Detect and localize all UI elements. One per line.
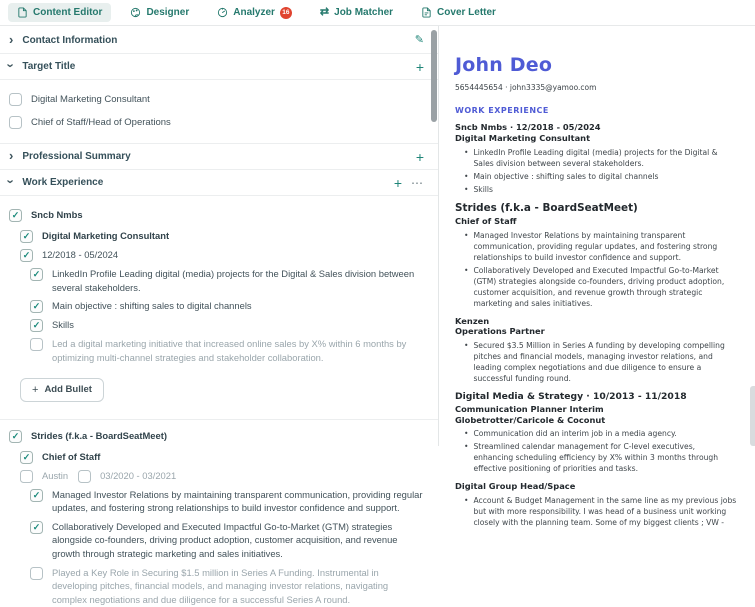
- entry-heading: Sncb Nmbs · 12/2018 - 05/2024: [455, 122, 601, 132]
- section-label: Professional Summary: [22, 151, 131, 162]
- checkbox[interactable]: [9, 116, 22, 129]
- experience-row: [0, 450, 424, 464]
- experience-item: [20, 450, 100, 464]
- entry-text: Strides (f.k.a - BoardSeatMeet): [31, 429, 167, 441]
- check-icon: ✓: [32, 521, 41, 532]
- bullet-item: [455, 428, 737, 439]
- gauge-icon: [217, 7, 228, 18]
- preview-panel: [438, 26, 755, 528]
- section-label: Target Title: [22, 61, 76, 72]
- section-work-experience[interactable]: [0, 170, 438, 195]
- checkbox[interactable]: [20, 230, 33, 243]
- document-icon: [17, 7, 28, 18]
- option-label: Digital Marketing Consultant: [31, 94, 150, 105]
- experience-row: [0, 229, 424, 243]
- checkbox[interactable]: [30, 338, 43, 351]
- checkbox[interactable]: [20, 451, 33, 464]
- experience-item: [30, 267, 424, 294]
- more-options-icon[interactable]: ⋯: [411, 175, 424, 190]
- entry-text: Digital Marketing Consultant: [42, 230, 170, 241]
- section-label: Contact Information: [22, 35, 118, 46]
- check-icon: ✓: [22, 250, 31, 260]
- target-title-option: [9, 93, 438, 106]
- swap-arrows-icon: ⇄: [319, 6, 330, 18]
- bullet-marker-icon: •: [464, 496, 469, 506]
- experience-blocks: [0, 196, 438, 607]
- experience-item: [20, 469, 68, 483]
- target-title-list: [0, 80, 438, 143]
- entry-text: Led a digital marketing initiative that increased online sales by X% within 6 months by optimizing multi-channel strategies and stakeholder collaboration.: [52, 338, 407, 363]
- entry-heading: Digital Media & Strategy · 10/2013 - 11/2018: [455, 391, 687, 403]
- entry-text: Sncb Nmbs: [31, 209, 83, 220]
- entry-text: Played a Key Role in Securing $1.5 million in Series A Funding. Instrumental in developing pitches, financial models, and managing investor relations, navigating complex negotiations and due diligence for a successful Series A round.: [52, 566, 389, 605]
- preview-scrollbar-thumb[interactable]: [750, 386, 755, 446]
- bullet-text: Collaboratively Developed and Executed Impactful Go-to-Market (GTM) strategies alongside co-founders, driving product adoption, customer acquisition, and revenue growth through strategic marketing and sales initiatives.: [473, 265, 725, 308]
- entry-bullets: [455, 340, 737, 384]
- tab-label: Cover Letter: [437, 7, 496, 18]
- check-icon: ✓: [22, 451, 31, 462]
- tab-cover-letter[interactable]: [412, 3, 505, 22]
- resume-entry: [455, 391, 737, 474]
- checkbox[interactable]: [30, 521, 43, 534]
- experience-row: [0, 299, 424, 313]
- letter-icon: [421, 7, 432, 18]
- bullet-text: Secured $3.5 Million in Series A funding by developing compelling pitches and financial models, managing investor relations, and leading complex negotiations and due diligence to ensure a successful funding round.: [473, 341, 725, 384]
- bullet-item: [455, 171, 737, 182]
- tab-designer[interactable]: [121, 3, 198, 22]
- resume-entry: [455, 481, 737, 528]
- entry-heading: Communication Planner Interim: [455, 403, 604, 414]
- entry-text: Main objective : shifting sales to digital channels: [52, 300, 252, 312]
- plus-icon: +: [32, 383, 39, 396]
- entry-bullets: [455, 147, 737, 195]
- add-bullet-label: Add Bullet: [44, 384, 92, 395]
- experience-item: [9, 208, 83, 222]
- bullet-text: Main objective : shifting sales to digital channels: [473, 171, 659, 181]
- tab-label: Designer: [146, 7, 190, 18]
- bullet-text: Skills: [473, 184, 493, 194]
- experience-item: [30, 520, 424, 561]
- bullet-item: [455, 495, 737, 528]
- entry-text: LinkedIn Profile Leading digital (media) projects for the Digital & Sales division between several stakeholders.: [52, 268, 415, 293]
- section-professional-summary[interactable]: [0, 144, 438, 169]
- bullet-item: [455, 147, 737, 169]
- add-summary-icon[interactable]: +: [415, 148, 424, 165]
- experience-row: [0, 208, 424, 222]
- experience-item: [30, 488, 424, 515]
- entry-heading: Chief of Staff: [455, 215, 517, 226]
- experience-row: [0, 267, 424, 294]
- add-target-title-icon[interactable]: +: [415, 58, 424, 75]
- experience-row: [0, 520, 424, 561]
- entry-text: Austin: [42, 469, 69, 481]
- editor-panel: [0, 26, 438, 605]
- check-icon: ✓: [11, 210, 20, 220]
- entry-heading: Operations Partner: [455, 326, 545, 337]
- experience-item: [30, 318, 74, 332]
- checkbox[interactable]: [78, 470, 91, 483]
- experience-row: [0, 469, 424, 483]
- check-icon: ✓: [32, 320, 41, 331]
- bullet-marker-icon: •: [464, 429, 469, 439]
- option-label: Chief of Staff/Head of Operations: [31, 117, 171, 128]
- section-label: Work Experience: [22, 177, 104, 188]
- experience-row: [0, 566, 424, 607]
- checkbox[interactable]: [20, 249, 33, 262]
- resume-entries: [455, 122, 737, 528]
- checkbox[interactable]: [30, 567, 43, 580]
- experience-row: [0, 429, 424, 443]
- scrollbar-thumb[interactable]: [431, 30, 437, 122]
- entry-text: Skills: [52, 319, 74, 331]
- tab-bar: [0, 0, 755, 26]
- entry-text: Collaboratively Developed and Executed Impactful Go-to-Market (GTM) strategies alongside co-founders, driving product adoption, customer acquisition, and revenue growth through strategic marketing and sales initiatives.: [52, 520, 398, 559]
- bullet-item: [455, 184, 737, 195]
- checkbox[interactable]: [20, 470, 33, 483]
- checkbox[interactable]: [9, 209, 22, 222]
- section-target-title[interactable]: [0, 54, 438, 79]
- bullet-text: Communication did an interim job in a media agency.: [473, 429, 677, 439]
- bullet-marker-icon: •: [464, 341, 469, 351]
- add-bullet-button[interactable]: [20, 378, 104, 402]
- resume-entry: [455, 122, 737, 195]
- experience-item: [9, 429, 167, 443]
- chevron-down-icon[interactable]: ›: [3, 179, 19, 184]
- experience-item: [20, 248, 118, 262]
- bullet-item: [455, 230, 737, 263]
- check-icon: ✓: [32, 269, 41, 279]
- resume-entry: [455, 202, 737, 309]
- entry-heading: Globetrotter/Caricole & Coconut: [455, 414, 606, 425]
- tab-label: Job Matcher: [334, 7, 394, 18]
- bullet-text: LinkedIn Profile Leading digital (media) projects for the Digital & Sales division between several stakeholders.: [473, 147, 718, 168]
- target-title-option: [9, 116, 438, 129]
- section-contact-information[interactable]: [0, 28, 438, 53]
- entry-bullets: [455, 428, 737, 474]
- bullet-marker-icon: •: [464, 265, 469, 275]
- bullet-text: Streamlined calendar management for C-level executives, enhancing scheduling efficiency by X% within 3 months through effective positioning of priorities and tasks.: [473, 442, 719, 474]
- entry-text: 03/2020 - 03/2021: [100, 469, 177, 481]
- main-split: [0, 26, 755, 605]
- chevron-down-icon[interactable]: ›: [3, 63, 19, 68]
- tab-label: Analyzer: [233, 7, 275, 18]
- checkbox[interactable]: [30, 319, 43, 332]
- experience-item: [30, 299, 252, 313]
- resume-section-title: WORK EXPERIENCE: [455, 106, 549, 115]
- check-icon: ✓: [22, 231, 31, 241]
- entry-heading: Kenzen: [455, 315, 490, 326]
- experience-item: [30, 566, 424, 607]
- check-icon: ✓: [32, 489, 41, 500]
- resume-contact: 5654445654 · john3335@yamoo.com: [455, 83, 597, 92]
- chevron-right-icon[interactable]: ›: [9, 32, 14, 47]
- bullet-item: [455, 441, 737, 474]
- analyzer-badge: 16: [280, 7, 292, 19]
- experience-row: [0, 248, 424, 262]
- checkbox[interactable]: [30, 489, 43, 502]
- bullet-item: [455, 340, 737, 384]
- bullet-text: Managed Investor Relations by maintaining transparent communication, providing regular updates, and fostering strong relationships to build investor confidence and support.: [473, 230, 718, 262]
- entry-bullets: [455, 230, 737, 309]
- divider: [0, 419, 438, 420]
- tab-analyzer[interactable]: [208, 3, 301, 23]
- entry-bullets: [455, 495, 737, 528]
- checkbox[interactable]: [30, 268, 43, 281]
- experience-item: [20, 229, 169, 243]
- experience-row: [0, 488, 424, 515]
- experience-item: [78, 469, 176, 483]
- entry-text: Chief of Staff: [42, 450, 101, 462]
- entry-text: Managed Investor Relations by maintaining transparent communication, providing regular updates, and fostering strong relationships to build investor confidence and support.: [52, 488, 423, 514]
- bullet-marker-icon: •: [464, 230, 469, 240]
- tab-label: Content Editor: [33, 7, 103, 18]
- entry-heading: Digital Marketing Consultant: [455, 132, 591, 143]
- entry-text: 12/2018 - 05/2024: [42, 249, 119, 260]
- bullet-marker-icon: •: [464, 147, 469, 157]
- resume-page: [439, 26, 755, 528]
- palette-icon: [130, 7, 141, 18]
- experience-row: [0, 318, 424, 332]
- bullet-item: [455, 265, 737, 309]
- edit-pencil-icon[interactable]: ✎: [414, 34, 424, 46]
- bullet-text: Account & Budget Management in the same line as my previous jobs but with more responsibility. I was head of a business unit working closely with the planning team. Some of my biggest clients ; VW -: [473, 496, 737, 528]
- resume-name: John Deo: [455, 54, 553, 76]
- resume-entry: [455, 316, 737, 385]
- chevron-right-icon[interactable]: ›: [9, 148, 14, 163]
- experience-row: [0, 337, 424, 364]
- bullet-marker-icon: •: [464, 442, 469, 452]
- tab-content-editor[interactable]: [8, 3, 111, 22]
- check-icon: ✓: [11, 430, 20, 441]
- bullet-marker-icon: •: [464, 184, 469, 194]
- checkbox[interactable]: [9, 93, 22, 106]
- experience-item: [30, 337, 424, 364]
- editor-scrollbar[interactable]: [431, 28, 437, 444]
- entry-heading: Strides (f.k.a - BoardSeatMeet): [455, 201, 638, 214]
- add-experience-icon[interactable]: +: [393, 174, 402, 191]
- tab-job-matcher[interactable]: [311, 3, 402, 22]
- entry-heading: Digital Group Head/Space: [455, 481, 576, 492]
- check-icon: ✓: [32, 301, 41, 312]
- bullet-marker-icon: •: [464, 171, 469, 181]
- checkbox[interactable]: [9, 430, 22, 443]
- checkbox[interactable]: [30, 300, 43, 313]
